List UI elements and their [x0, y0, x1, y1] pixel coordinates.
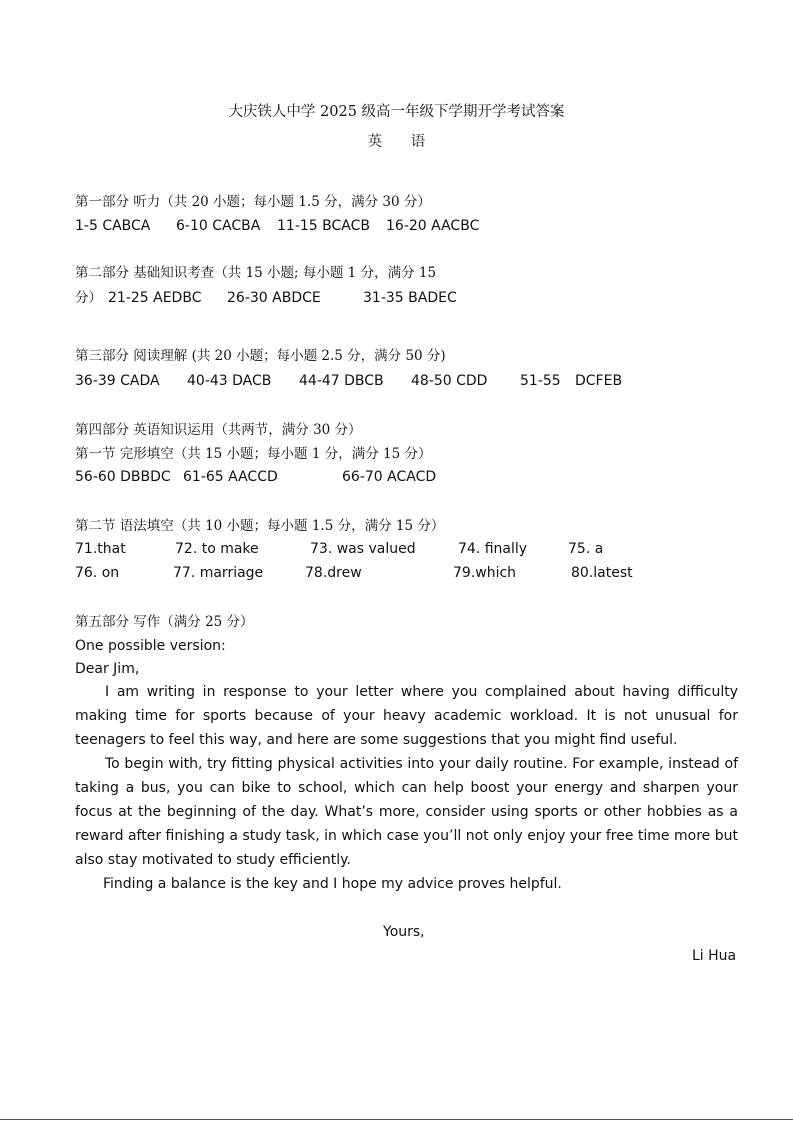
document-title: 大庆铁人中学 2025 级高一年级下学期开学考试答案: [228, 104, 565, 120]
part2-heading: 第二部分 基础知识考查（共 15 小题; 每小题 1 分，满分 15: [75, 265, 437, 281]
part2-heading-cont: 分）: [75, 290, 102, 306]
part3-answer: DCFEB: [575, 373, 623, 389]
part1-answer: 11-15 BCACB: [277, 218, 370, 234]
grammar-answer: 80.latest: [571, 565, 633, 581]
subject-heading: [0, 134, 793, 151]
part3-answer: 51-55: [520, 373, 561, 389]
part3-answer: 44-47 DBCB: [299, 373, 384, 389]
letter-paragraph: I am writing in response to your letter where you complained about having difficulty making time for sports because of your heavy academic workload. It is not unusual for teenagers to feel this way, and here are some suggestions that you might find useful.: [75, 684, 738, 748]
part2-answer: 21-25 AEDBC: [108, 290, 202, 306]
part3-heading: 第三部分 阅读理解 (共 20 小题；每小题 2.5 分，满分 50 分): [75, 348, 446, 364]
grammar-answer: 73. was valued: [310, 541, 416, 557]
part4-section2-heading: 第二节 语法填空（共 10 小题；每小题 1.5 分，满分 15 分）: [75, 518, 445, 534]
grammar-answer: 77. marriage: [173, 565, 264, 581]
part2-answer: 26-30 ABDCE: [227, 290, 321, 306]
letter-signature: Li Hua: [692, 948, 737, 964]
part1-heading: 第一部分 听力（共 20 小题；每小题 1.5 分，满分 30 分）: [75, 194, 431, 210]
part4-section1-heading: 第一节 完形填空（共 15 小题；每小题 1 分，满分 15 分）: [75, 446, 432, 462]
part1-answer: 6-10 CACBA: [176, 218, 261, 234]
part2-answer: 31-35 BADEC: [363, 290, 457, 306]
grammar-answer: 75. a: [568, 541, 604, 557]
part3-answer: 36-39 CADA: [75, 373, 160, 389]
grammar-answer: 72. to make: [175, 541, 259, 557]
part4-section1-answer: 66-70 ACACD: [342, 469, 437, 485]
grammar-answer: 71.that: [75, 541, 126, 557]
part4-section1-answer: 56-60 DBBDC: [75, 469, 171, 485]
letter-greeting: Dear Jim,: [75, 661, 140, 677]
letter-paragraph: Finding a balance is the key and I hope my advice proves helpful.: [103, 876, 562, 892]
letter-paragraph: To begin with, try fitting physical activities into your daily routine. For example, instead of taking a bus, you can bike to school, which can help boost your energy and sharpen your focus at the beginning of the day. What’s more, consider using sports or other hobbies as a reward after finishing a study task, in which case you’ll not only enjoy your free time more but also stay motivated to study efficiently.: [75, 756, 738, 868]
part1-answer: 16-20 AACBC: [386, 218, 480, 234]
subject-char-1: 英: [367, 134, 383, 150]
part4-heading: 第四部分 英语知识运用（共两节，满分 30 分）: [75, 422, 362, 438]
part1-answer: 1-5 CABCA: [75, 218, 151, 234]
subject-char-2: 语: [410, 134, 426, 150]
part5-heading: 第五部分 写作（满分 25 分）: [75, 614, 254, 630]
grammar-answer: 79.which: [453, 565, 517, 581]
grammar-answer: 78.drew: [305, 565, 362, 581]
part3-answer: 48-50 CDD: [411, 373, 488, 389]
part3-answer: 40-43 DACB: [187, 373, 272, 389]
page-bottom-divider: [0, 1119, 793, 1120]
essay-intro: One possible version:: [75, 638, 226, 654]
grammar-answer: 74. finally: [458, 541, 528, 557]
letter-closing: Yours,: [383, 924, 425, 940]
part4-section1-answer: 61-65 AACCD: [183, 469, 278, 485]
grammar-answer: 76. on: [75, 565, 120, 581]
